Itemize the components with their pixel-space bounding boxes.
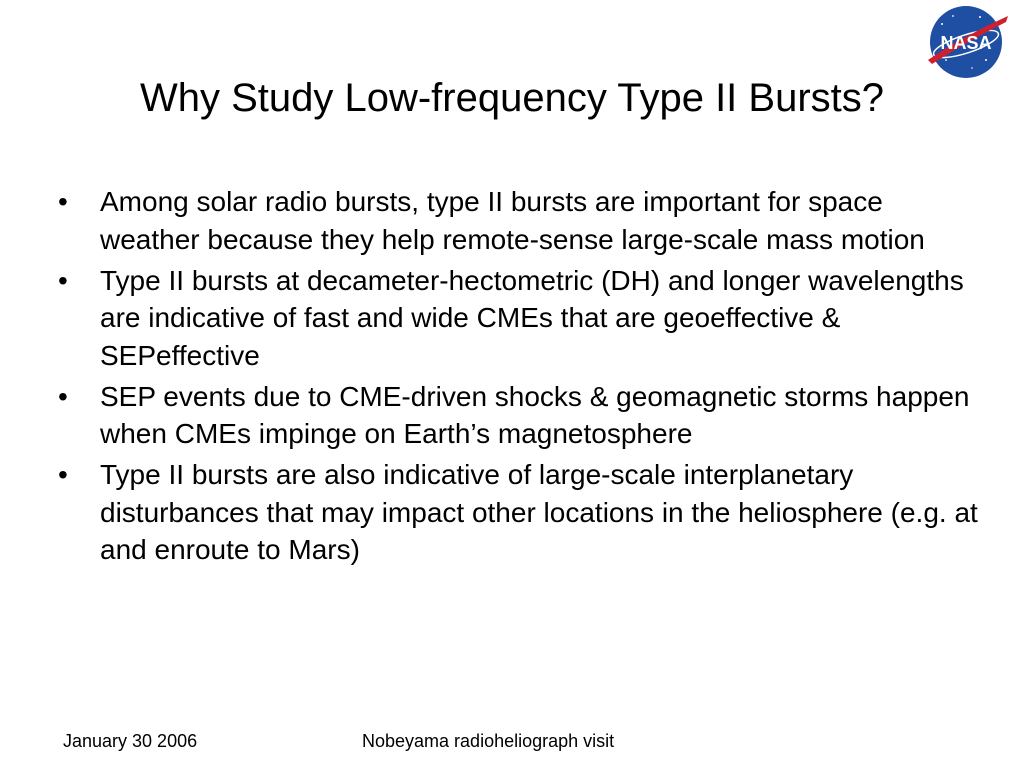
bullet-text: Type II bursts are also indicative of large-scale interplanetary disturbances that may impact other locations in the heliosphere (e.g. at and enroute to Mars) bbox=[100, 459, 978, 565]
bullet-marker: • bbox=[58, 459, 68, 490]
bullet-item bbox=[58, 183, 988, 258]
bullet-list bbox=[58, 183, 988, 572]
bullet-item bbox=[58, 456, 988, 569]
bullet-text: SEP events due to CME-driven shocks & geomagnetic storms happen when CMEs impinge on Earth’s magnetosphere bbox=[100, 380, 970, 449]
nasa-logo-text: NASA bbox=[940, 33, 992, 53]
bullet-marker: • bbox=[58, 264, 68, 296]
slide-title: Why Study Low-frequency Type II Bursts? bbox=[139, 76, 885, 120]
bullet-item bbox=[58, 262, 988, 375]
bullet-text: Among solar radio bursts, type II bursts are important for space weather because they help remote-sense large-scale mass motion bbox=[100, 186, 925, 255]
bullet-marker: • bbox=[58, 186, 68, 217]
bullet-item bbox=[58, 378, 988, 453]
bullet-text: Type II bursts at decameter-hectometric (DH) and longer wavelengths are indicative of fast and wide CMEs that are geoeffective & SEPeffective bbox=[100, 264, 964, 371]
footer-date: January 30 2006 bbox=[63, 731, 198, 751]
bullet-marker: • bbox=[58, 380, 68, 412]
footer-caption: Nobeyama radioheliograph visit bbox=[362, 731, 615, 751]
